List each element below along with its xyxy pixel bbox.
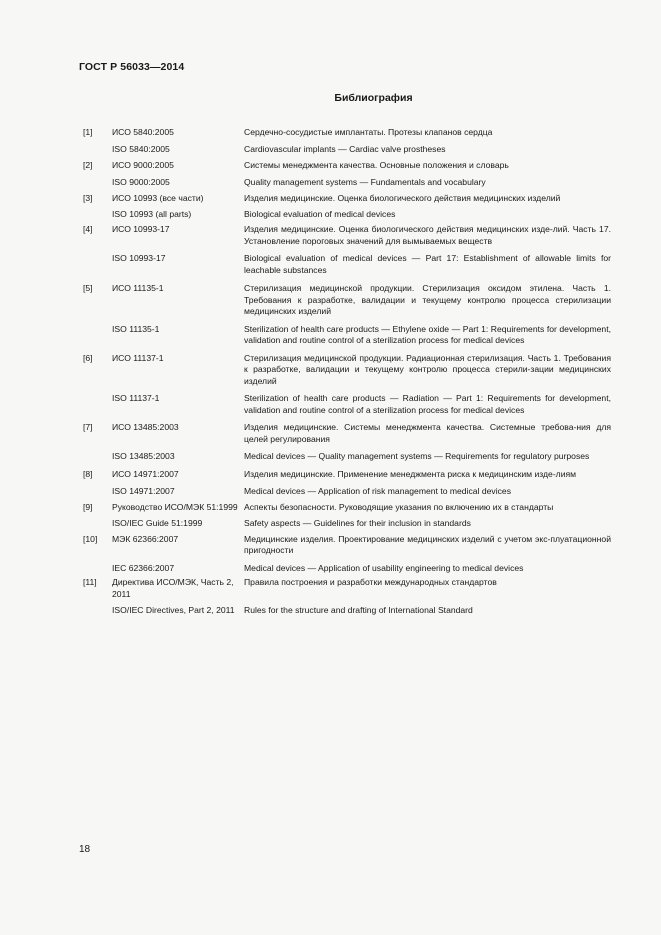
entry-number: [5] — [83, 283, 93, 293]
entry-description: Sterilization of health care products — Radiation — Part 1: Requirements for development, validation and routine control of a sterilization process for medical devices — [244, 393, 611, 415]
entry-number — [83, 393, 112, 416]
bibliography-entry — [83, 209, 611, 221]
bibliography-entry — [83, 486, 611, 498]
bibliography-entry — [83, 502, 611, 514]
entry-reference: ISO/IEC Guide 51:1999 — [112, 518, 203, 528]
bibliography-entry — [83, 393, 611, 416]
entry-number: [4] — [83, 224, 93, 234]
entry-description: Medical devices — Application of usability engineering to medical devices — [244, 562, 524, 573]
entry-description: Изделия медицинские. Системы менеджмента качества. Системные требова-ния для целей регулирования — [244, 422, 611, 444]
entry-reference: ISO 10993 (all parts) — [112, 208, 192, 219]
entry-description: Biological evaluation of medical devices — Part 17: Establishment of allowable limits for leachable substances — [244, 253, 611, 275]
entry-number: [7] — [83, 422, 93, 432]
entry-reference: ISO/IEC Directives, Part 2, 2011 — [112, 605, 235, 615]
entry-reference: ИСО 11137-1 — [112, 352, 164, 363]
bibliography-entry — [83, 577, 611, 600]
bibliography-entry — [83, 324, 611, 347]
entry-number — [83, 144, 112, 156]
bibliography-entry — [83, 253, 611, 276]
entry-number: [10] — [83, 533, 98, 544]
bibliography-entry — [83, 283, 611, 318]
bibliography-entry — [83, 144, 611, 156]
entry-reference: ИСО 13485:2003 — [112, 422, 179, 432]
entry-number: [9] — [83, 501, 93, 512]
entry-reference: ISO 5840:2005 — [112, 143, 170, 154]
entry-reference: ISO 10993-17 — [112, 253, 166, 263]
entry-number — [83, 563, 112, 575]
entry-number — [83, 605, 112, 617]
entry-description: Изделия медицинские. Применение менеджмента риска к медицинским изде-лиям — [244, 468, 577, 479]
entry-description: Cardiovascular implants — Cardiac valve prostheses — [244, 143, 446, 154]
entry-number: [2] — [83, 160, 93, 170]
entry-description: Biological evaluation of medical devices — [244, 208, 396, 219]
entry-reference: ИСО 11135-1 — [112, 283, 164, 293]
entry-description: Medical devices — Quality management systems — Requirements for regulatory purposes — [244, 451, 590, 461]
entry-description: Изделия медицинские. Оценка биологического действия медицинских изделий — [244, 193, 561, 203]
entry-number — [83, 518, 112, 530]
bibliography-entry — [83, 518, 611, 530]
entry-number: [3] — [83, 193, 93, 203]
bibliography-entry — [83, 127, 611, 139]
entry-description: Правила построения и разработки международных стандартов — [244, 577, 497, 587]
entry-number: [1] — [83, 127, 93, 137]
entry-reference: ISO 9000:2005 — [112, 176, 170, 187]
entry-description: Сердечно-сосудистые имплантаты. Протезы клапанов сердца — [244, 127, 493, 137]
entry-number — [83, 209, 112, 221]
entry-number: [11] — [83, 577, 97, 587]
entry-number — [83, 177, 112, 189]
bibliography-entry — [83, 563, 611, 575]
bibliography-list — [83, 127, 611, 617]
bibliography-entry — [83, 605, 611, 617]
entry-description: Медицинские изделия. Проектирование медицинских изделий с учетом экс-плуатационной пригодности — [244, 533, 611, 555]
entry-reference: ISO 11135-1 — [112, 323, 160, 334]
bibliography-entry — [83, 353, 611, 388]
entry-reference: ISO 14971:2007 — [112, 486, 175, 496]
entry-reference: ИСО 10993 (все части) — [112, 193, 204, 203]
bibliography-entry — [83, 224, 611, 247]
entry-description: Rules for the structure and drafting of International Standard — [244, 605, 473, 615]
bibliography-entry — [83, 177, 611, 189]
entry-reference: ИСО 14971:2007 — [112, 468, 179, 479]
entry-description: Safety aspects — Guidelines for their inclusion in standards — [244, 518, 471, 528]
entry-reference: ИСО 10993-17 — [112, 224, 170, 234]
entry-description: Стерилизация медицинской продукции. Стерилизация оксидом этилена. Часть 1. Требования к разработке, валидации и текущему контролю процесса стерилизации медицинских изделий — [244, 283, 611, 316]
entry-number: [8] — [83, 468, 93, 479]
bibliography-entry — [83, 451, 611, 463]
entry-description: Sterilization of health care products — Ethylene oxide — Part 1: Requirements for development, validation and routine control of a sterilization process for medical devices — [244, 323, 611, 345]
bibliography-entry — [83, 469, 611, 481]
entry-number — [83, 324, 112, 347]
entry-reference: МЭК 62366:2007 — [112, 533, 179, 544]
document-designation: ГОСТ Р 56033—2014 — [79, 61, 185, 73]
bibliography-entry — [83, 193, 611, 205]
entry-reference: Руководство ИСО/МЭК 51:1999 — [112, 501, 238, 512]
entry-number — [83, 486, 112, 498]
entry-reference: ИСО 9000:2005 — [112, 160, 174, 170]
entry-description: Системы менеджмента качества. Основные положения и словарь — [244, 160, 509, 170]
bibliography-entry — [83, 160, 611, 172]
entry-description: Стерилизация медицинской продукции. Радиационная стерилизация. Часть 1. Требования к разработке, валидации и текущему контролю процесса стерили-зации медицинских изделий — [244, 352, 611, 386]
entry-description: Medical devices — Application of risk management to medical devices — [244, 486, 512, 496]
entry-reference: ISO 13485:2003 — [112, 451, 175, 461]
bibliography-entry — [83, 534, 611, 557]
bibliography-entry — [83, 422, 611, 445]
entry-description: Изделия медицинские. Оценка биологического действия медицинских изде-лий. Часть 17. Установление пороговых значений для вымываемых веществ — [244, 224, 611, 246]
entry-description: Аспекты безопасности. Руководящие указания по включению их в стандарты — [244, 501, 554, 512]
entry-number: [6] — [83, 352, 93, 363]
entry-reference: IEC 62366:2007 — [112, 562, 175, 573]
entry-reference: ISO 11137-1 — [112, 393, 160, 403]
page-number: 18 — [79, 844, 91, 855]
entry-reference: ИСО 5840:2005 — [112, 127, 174, 137]
entry-number — [83, 451, 112, 463]
page-title: Библиография — [334, 92, 413, 104]
entry-reference: Директива ИСО/МЭК, Часть 2, 2011 — [112, 577, 234, 599]
entry-description: Quality management systems — Fundamentals and vocabulary — [244, 176, 486, 187]
entry-number — [83, 253, 112, 276]
